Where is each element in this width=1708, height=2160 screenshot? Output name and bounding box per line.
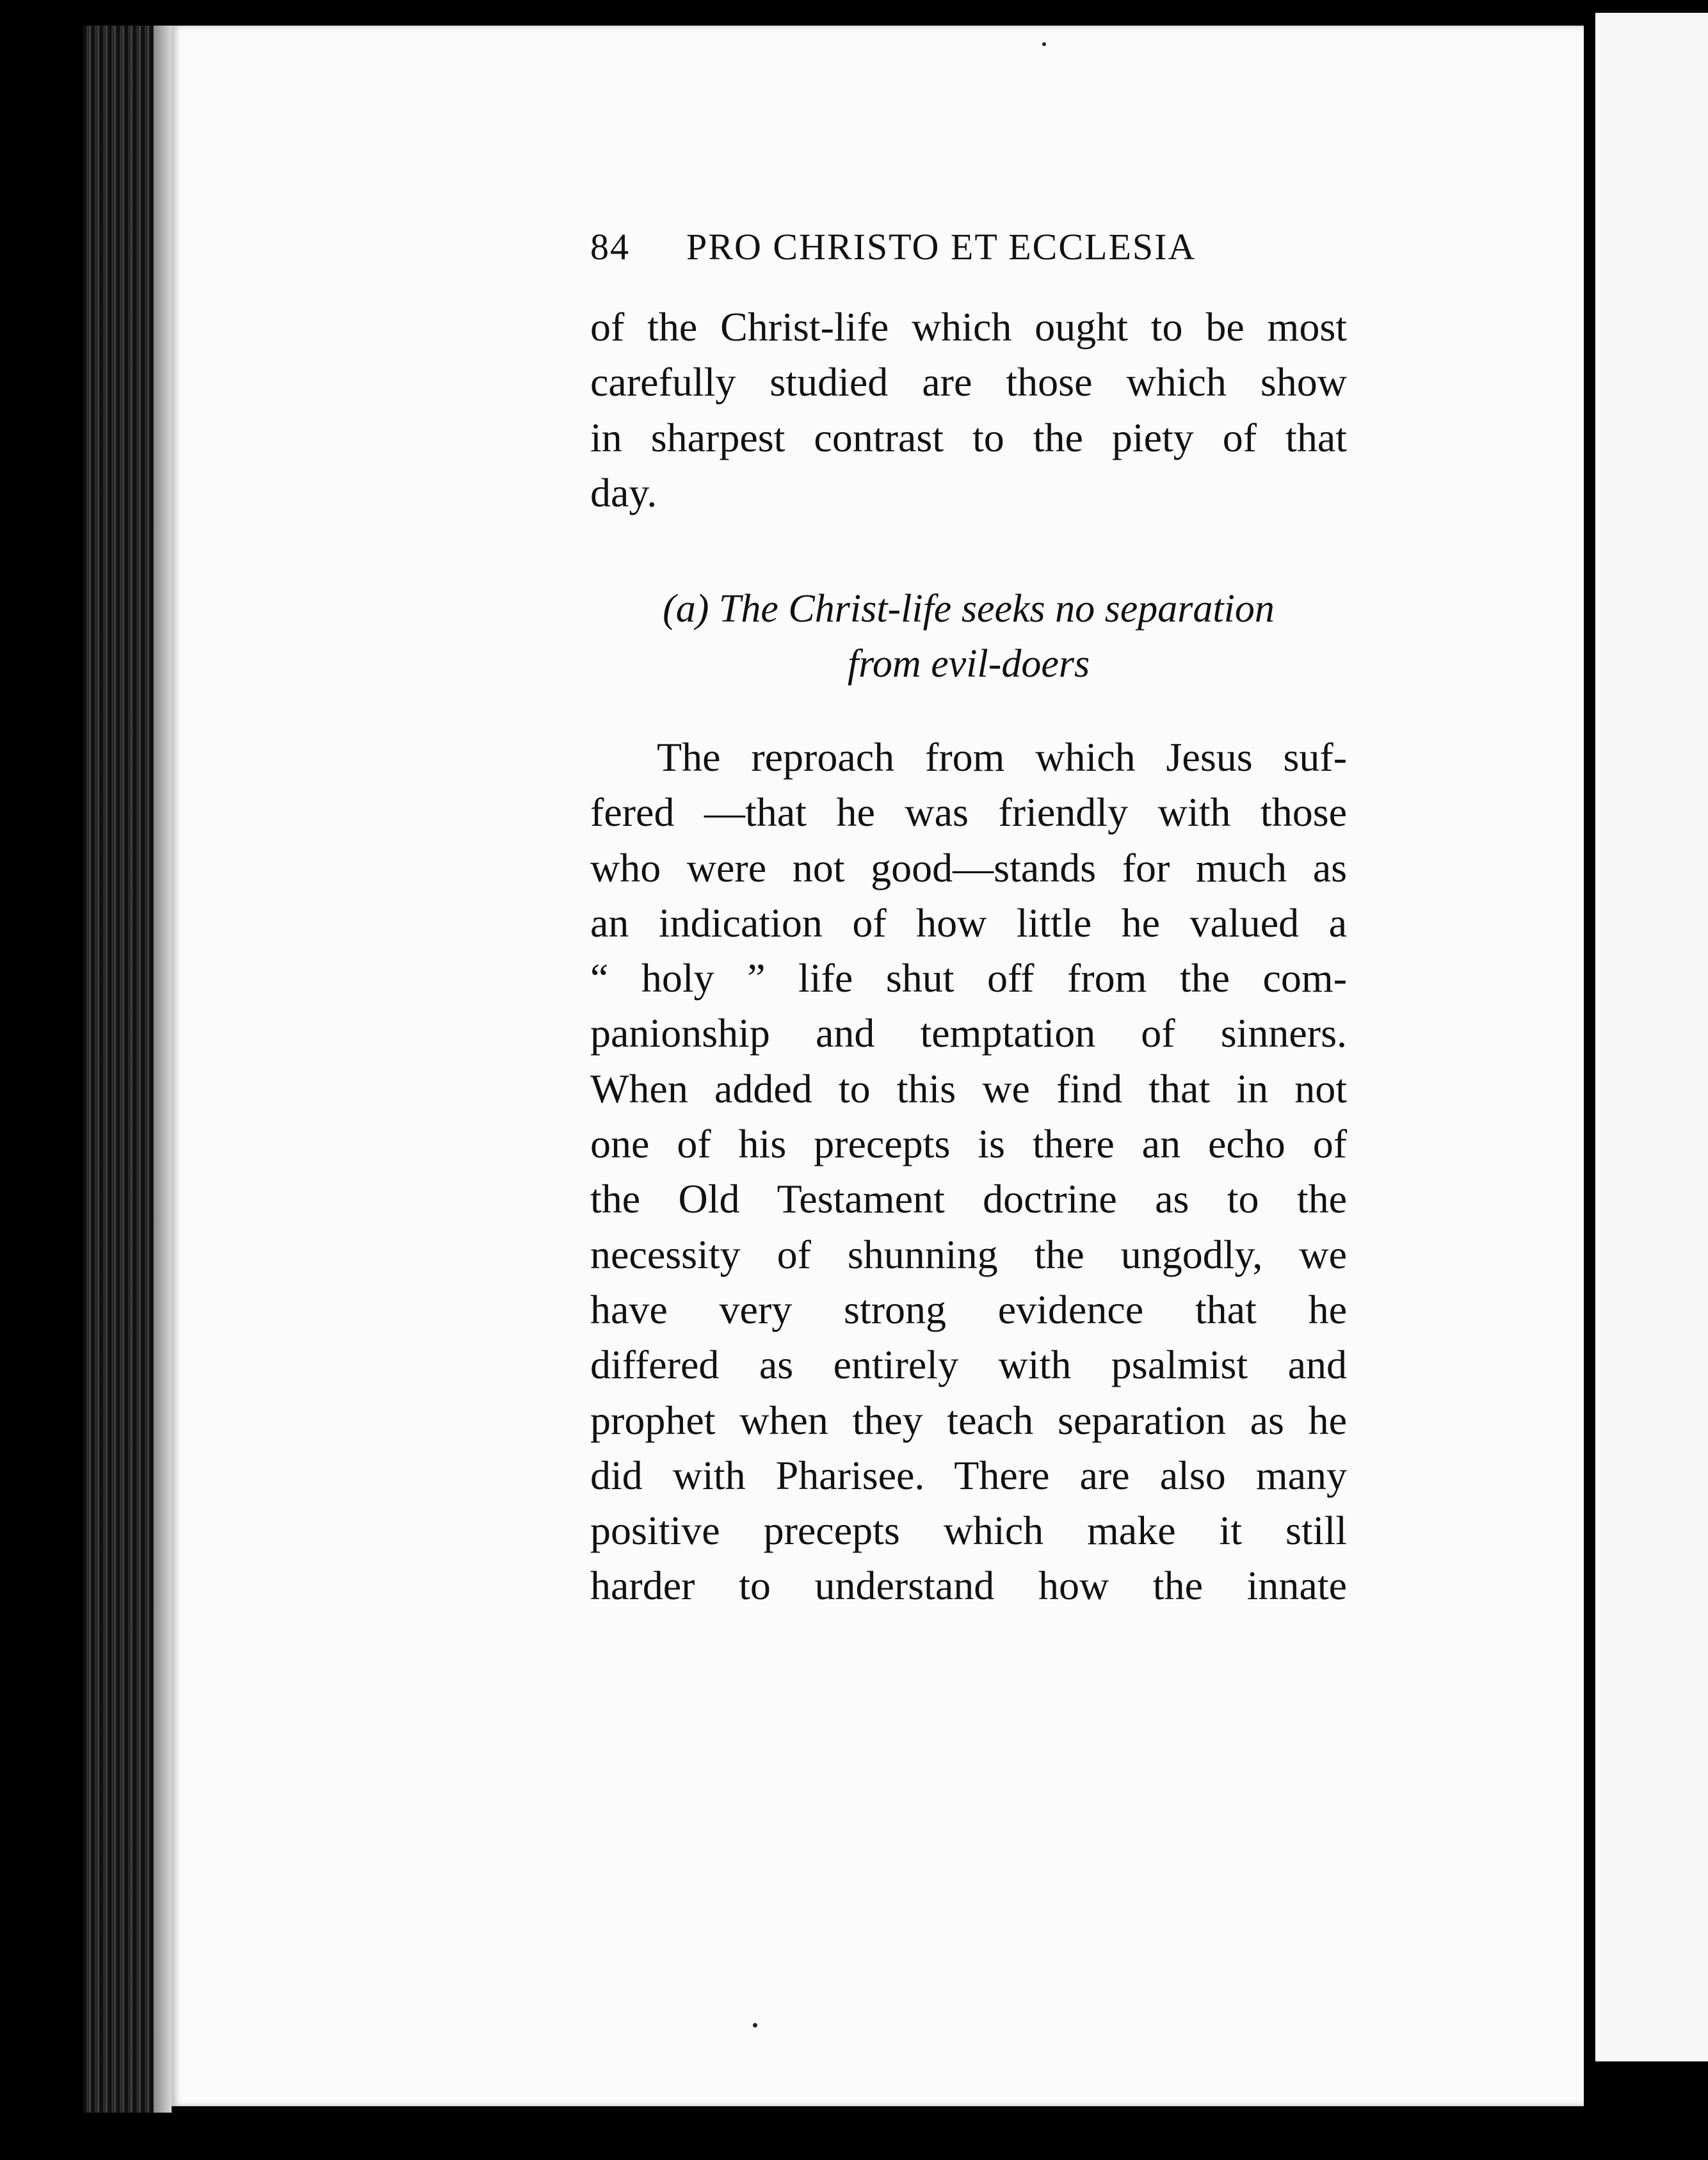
- text-line: “ holy ” life shut off from the com-: [590, 955, 1347, 1001]
- text-line: day.: [590, 469, 657, 515]
- text-line: prophet when they teach separation as he: [590, 1397, 1347, 1443]
- heading-line: from evil-doers: [847, 642, 1090, 686]
- text-line: an indication of how little he valued a: [590, 899, 1347, 946]
- text-line: differed as entirely with psalmist and: [590, 1342, 1347, 1388]
- page-number: 84: [590, 226, 630, 268]
- text-line: of the Christ-life which ought to be most: [590, 304, 1347, 350]
- paragraph-continued: [590, 300, 1347, 520]
- text-line: who were not good—stands for much as: [590, 844, 1347, 891]
- binding-gutter: [1584, 0, 1595, 2160]
- dust-speck: [753, 2023, 757, 2027]
- page-edge-highlight: [154, 26, 173, 2113]
- running-head-title: PRO CHRISTO ET ECCLESIA: [686, 226, 1196, 268]
- heading-line: (a) The Christ-life seeks no separation: [663, 587, 1275, 631]
- text-line: harder to understand how the innate: [590, 1563, 1347, 1609]
- text-line: panionship and temptation of sinners.: [590, 1010, 1347, 1056]
- text-line: fered —that he was friendly with those: [590, 789, 1347, 835]
- paragraph-main: [590, 730, 1347, 1614]
- text-line: positive precepts which make it still: [590, 1508, 1347, 1554]
- adjacent-page-edge: [1595, 13, 1708, 2061]
- text-line: have very strong evidence that he: [590, 1286, 1347, 1332]
- scan-bottom-margin: [172, 2106, 1708, 2160]
- text-line: did with Pharisee. There are also many: [590, 1452, 1347, 1498]
- text-line: in sharpest contrast to the piety of that: [590, 414, 1347, 460]
- text-line: When added to this we find that in not: [590, 1065, 1347, 1111]
- text-line: necessity of shunning the ungodly, we: [590, 1231, 1347, 1277]
- dust-speck: [1042, 42, 1046, 46]
- text-line: the Old Testament doctrine as to the: [590, 1176, 1347, 1222]
- running-head: [590, 225, 1346, 268]
- section-heading: [590, 581, 1347, 691]
- text-line: one of his precepts is there an echo of: [590, 1121, 1347, 1167]
- text-line: The reproach from which Jesus suf-: [657, 734, 1347, 780]
- text-line: carefully studied are those which show: [590, 359, 1347, 405]
